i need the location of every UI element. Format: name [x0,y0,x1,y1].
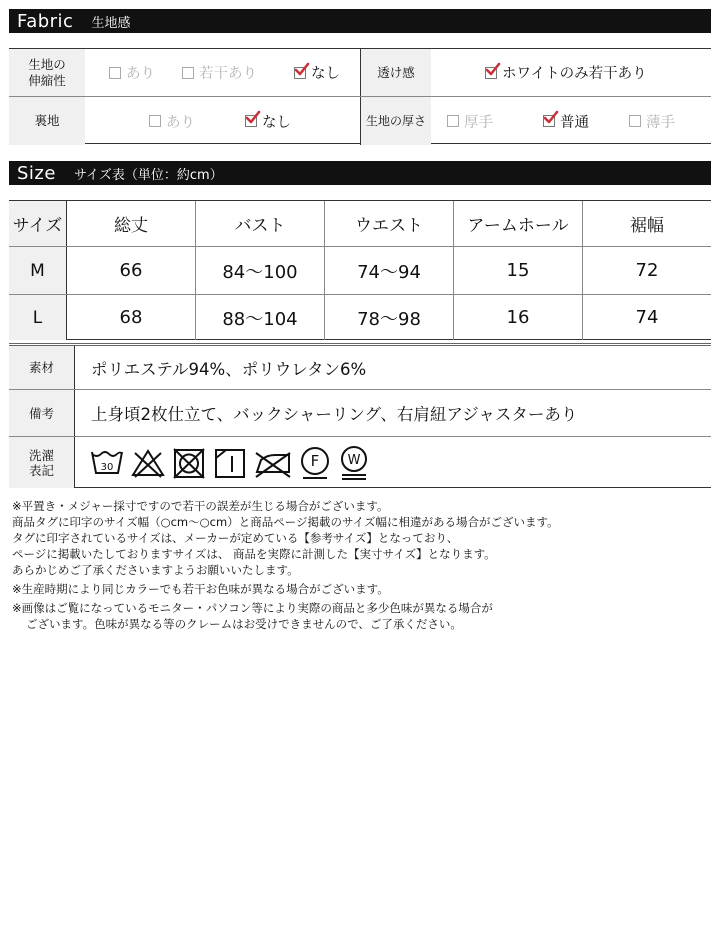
thickness-options [431,97,711,145]
line-dry-shade-icon [212,445,248,481]
fabric-row [9,97,711,145]
option-label: 若干あり [199,66,257,82]
size-header-cell: 総丈 [67,201,196,246]
size-cell: 74～94 [325,247,454,294]
size-cell: M [9,247,67,294]
fabric-title-en: Fabric [17,10,74,32]
care-icons [75,437,371,488]
size-cell: L [9,295,67,340]
fabric-table [9,48,711,144]
sheer-options [431,49,711,96]
size-cell: 15 [454,247,583,294]
size-cell: 84～100 [196,247,325,294]
info-table [9,343,711,488]
size-section-header [9,161,711,185]
note-line: ございます。色味が異なる等のクレームはお受けできませんので、ご了承ください。 [26,617,462,631]
size-cell: 66 [67,247,196,294]
size-cell: 72 [635,260,659,281]
remarks-value: 上身頃2枚仕立て、バックシャーリング、右肩紐アジャスターあり [91,405,578,424]
no-tumble-dry-icon [171,445,207,481]
table-row [9,295,711,340]
care-label [9,437,75,488]
material-value: ポリエステル94%、ポリウレタン6% [91,359,367,379]
thickness-option-usude [629,111,675,132]
note-line: あらかじめご了承くださいますようお願いいたします。 [12,563,299,577]
stretch-option-jakkan [182,62,294,83]
checkbox-checked-icon [294,67,306,79]
stretch-label-line1: 生地の [28,56,66,72]
size-cell: 68 [67,295,196,340]
size-cell: 88～104 [196,295,325,340]
fabric-row [9,49,711,97]
wash-30-icon [89,445,125,481]
note-line: ※平置き・メジャー採寸ですので若干の誤差が生じる場合がございます。 [12,499,389,513]
notes [12,498,712,632]
stretch-options [85,49,360,96]
note-line: タグに印字されているサイズは、メーカーが定めている【参考サイズ】となっており、 [12,531,459,545]
size-cell: 16 [454,295,583,340]
lining-option-ari [149,111,245,132]
dry-clean-letter: F [310,451,320,470]
note-line: ページに掲載いたしておりますサイズは、 商品を実際に計測した【実寸サイズ】となります。 [12,547,496,561]
material-label: 素材 [9,346,75,389]
fabric-section-header [9,9,711,33]
checkbox-checked-icon [245,115,257,127]
wet-clean-w-icon [337,445,371,481]
size-title-en: Size [17,162,56,184]
note-line: ※生産時期により同じカラーでも若干お色味が異なる場合がございます。 [12,582,389,596]
lining-label: 裏地 [9,97,85,145]
size-cell: 78～98 [325,295,454,340]
note-line: ※画像はご覧になっているモニター・パソコン等により実際の商品と多少色味が異なる場合が [12,601,493,615]
thickness-option-futsu [543,111,629,132]
checkbox-checked-icon [485,67,497,79]
thickness-label: 生地の厚さ [361,97,431,145]
no-bleach-icon [130,445,166,481]
option-label: あり [126,66,155,82]
size-cell: 74 [635,307,659,328]
checkbox-empty-icon [447,115,459,127]
option-label: 厚手 [464,114,493,131]
lining-options [85,97,360,145]
care-row [9,437,711,488]
wash-temp-text: 30 [100,461,114,473]
size-header-cell: バスト [196,201,325,246]
size-header-cell: 裾幅 [630,216,664,236]
option-label: なし [311,66,340,82]
stretch-label-line2: 伸縮性 [28,72,66,88]
size-table [9,200,711,340]
stretch-option-nashi [294,62,340,83]
size-header-cell: アームホール [454,201,583,246]
option-label: 普通 [560,114,589,131]
checkbox-empty-icon [182,67,194,79]
note-line: 商品タグに印字のサイズ幅（○cm～○cm）と商品ページ掲載のサイズ幅に相違がある場合がございます。 [12,515,559,529]
checkbox-checked-icon [543,115,555,127]
size-header-cell: サイズ [9,201,67,246]
table-row [9,247,711,295]
option-label: あり [166,114,195,131]
care-label-line1: 洗濯 [28,447,54,463]
fabric-title-jp: 生地感 [91,15,131,31]
thickness-option-atsude [447,111,543,132]
size-title-jp: サイズ表（単位：約cm） [73,167,223,183]
dry-clean-f-icon [298,445,332,481]
lining-option-nashi [245,111,291,132]
size-header-cell: ウエスト [325,201,454,246]
stretch-option-ari [109,62,182,83]
material-row [9,346,711,390]
checkbox-empty-icon [149,115,161,127]
sheer-label: 透け感 [361,49,431,96]
wet-clean-letter: W [347,452,361,468]
care-label-line2: 表記 [28,462,54,478]
remarks-row [9,390,711,437]
stretch-label [9,49,85,96]
option-label: ホワイトのみ若干あり [502,66,647,82]
checkbox-empty-icon [629,115,641,127]
checkbox-empty-icon [109,67,121,79]
size-header-row [9,201,711,247]
remarks-label: 備考 [9,390,75,436]
no-iron-icon [253,445,293,481]
option-label: なし [262,114,291,131]
option-label: 薄手 [646,114,675,131]
sheer-option-white [485,62,647,83]
